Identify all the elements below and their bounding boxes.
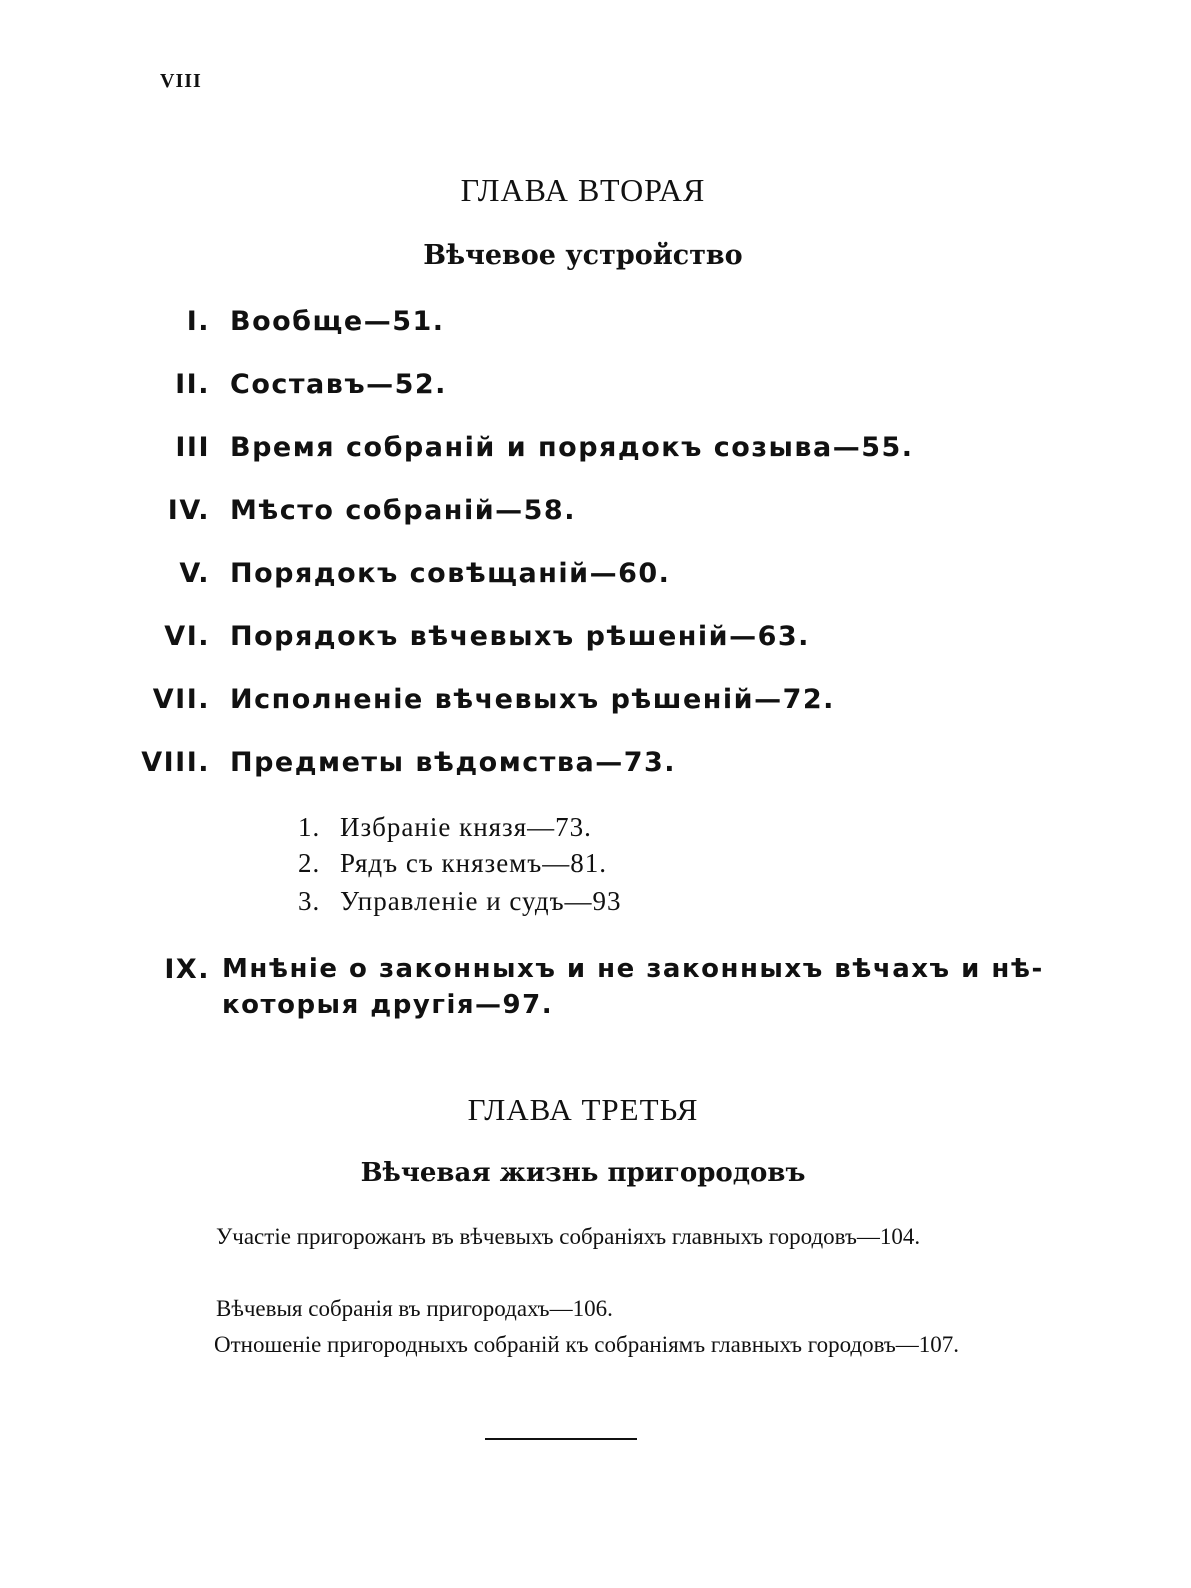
toc-paragraph: Отношеніе пригородныхъ собраній къ собраніямъ главныхъ городовъ—107. xyxy=(214,1332,960,1357)
chapter-three-heading: ГЛАВА ТРЕТЬЯ xyxy=(467,1092,699,1127)
toc-subitem-number: 3. xyxy=(298,886,321,916)
toc-item-text: Время собраній и порядокъ созыва—55. xyxy=(230,432,914,463)
toc-item-number: II. xyxy=(175,369,210,400)
page-number: VIII xyxy=(160,70,202,92)
toc-item-text-continued: которыя другія—97. xyxy=(222,990,554,1020)
toc-item-text: Вообще—51. xyxy=(230,306,445,337)
toc-item-number: VI. xyxy=(164,621,210,652)
toc-item-number: I. xyxy=(186,306,210,337)
toc-subitem-text: Избраніе князя—73. xyxy=(340,812,592,842)
toc-item-number: VII. xyxy=(152,684,210,715)
toc-item-number: V. xyxy=(179,558,210,589)
chapter-two-title: Вѣчевое устройство xyxy=(423,240,743,271)
toc-item-text: Порядокъ совѣщаній—60. xyxy=(230,558,671,589)
toc-subitem-text: Рядъ съ княземъ—81. xyxy=(340,848,607,878)
chapter-three-title: Вѣчевая жизнь пригородовъ xyxy=(360,1158,806,1188)
chapter-two-heading: ГЛАВА ВТОРАЯ xyxy=(460,172,706,208)
toc-subitem-text: Управленіе и судъ—93 xyxy=(340,886,622,916)
toc-item-text: Составъ—52. xyxy=(230,369,447,400)
toc-item-text: Предметы вѣдомства—73. xyxy=(230,747,677,778)
toc-item-number: IX. xyxy=(164,954,210,985)
toc-paragraph: Вѣчевыя собранія въ пригородахъ—106. xyxy=(216,1296,613,1321)
closing-rule xyxy=(485,1438,637,1440)
toc-item-text: Исполненіе вѣчевыхъ рѣшеній—72. xyxy=(230,684,835,715)
toc-subitem-number: 1. xyxy=(298,812,321,842)
toc-item-number: VIII. xyxy=(141,747,210,778)
toc-item-number: IV. xyxy=(167,495,210,526)
toc-item-text: Мѣсто собраній—58. xyxy=(230,495,576,526)
toc-item-text: Порядокъ вѣчевыхъ рѣшеній—63. xyxy=(230,621,810,652)
toc-item-number: III xyxy=(175,432,210,463)
toc-subitem-number: 2. xyxy=(298,848,321,878)
toc-paragraph: Участіе пригорожанъ въ вѣчевыхъ собраніяхъ главныхъ городовъ—104. xyxy=(216,1224,921,1249)
toc-item-text: Мнѣніе о законныхъ и не законныхъ вѣчахъ и нѣ- xyxy=(222,954,1044,984)
